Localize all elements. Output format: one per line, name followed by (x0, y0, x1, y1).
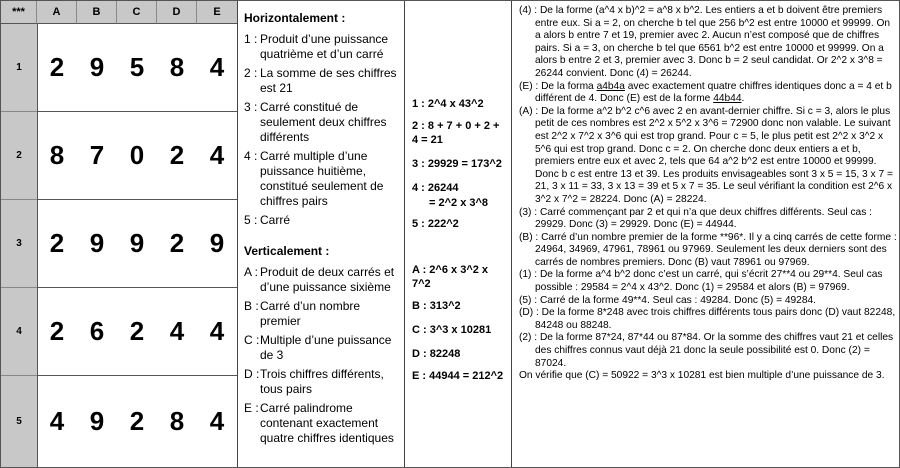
answer-h4-continued: = 2^2 x 3^8 (429, 197, 489, 209)
grid-cell-4d: 4 (169, 316, 185, 346)
solution-paragraph-2: (2) : De la forme 87*24, 87*44 ou 87*84. Or la somme des chiffres vaut 21 et celles des chiffres connus vaut déjà 21 donc la seule possibilité est 0. Donc (2) = 87024. (519, 332, 894, 369)
grid-cell-1c: 5 (129, 52, 145, 82)
clue-key: A : (244, 265, 259, 279)
column-header-b: B (77, 1, 117, 24)
solution-paragraph-c: On vérifie que (C) = 50922 = 3^3 x 10281 est bien multiple d’une puissance de 3. (519, 370, 885, 382)
grid-cell-3a: 2 (49, 228, 65, 258)
clue-h4 (244, 149, 404, 209)
solution-text-run: (E) : De la forma (519, 80, 597, 92)
grid-cell-5a: 4 (49, 406, 65, 436)
column-header-e: E (197, 1, 237, 24)
clue-key: D : (244, 367, 260, 381)
answer-va: A : 2^6 x 3^2 x 7^2 (412, 264, 489, 290)
horizontal-clues-title: Horizontalement : (244, 11, 346, 25)
answer-h1: 1 : 2^4 x 43^2 (412, 98, 484, 110)
clue-text: Carré d’un nombre premier (260, 299, 361, 328)
clue-text: Carré (260, 213, 291, 227)
solution-paragraph-1: (1) : De la forme a^4 b^2 donc c’est un carré, qui s’écrit 27**4 ou 29**4. Seul cas possible : 29584 = 2^4 x 43^2. Donc (1) = 29584 et alors (B) = 97969. (519, 269, 883, 294)
solution-paragraph-a: (A) : De la forme a^2 b^2 c^6 avec 2 en avant-dernier chiffre. Si c = 3, alors le plus petit de ces nombres est 2^2 x 5^2 x 3^6 = 72900 donc non valable. Le suivant est 2^2 x 7^2 x 3^6 qui est trop grand. Pour c = 5, le plus petit est 2^2 x 3^2 x 5^6 qui est trop grand. Donc c = 2. On cherche donc deux entiers a et b, premiers entre eux et avec 2, tels que 64 a^2 b^2 est entre 10000 et 99999. Donc b c est entre 13 et 39. Les produits envisageables sont 3 x 5 = 15, 3 x 7 = 21, 3 x 11 = 33, 3 x 13 = 39 et 5 x 7 = 35. Le seul vérifiant la condition est 2^6 x 3^2 x 7^2 = 28224. Donc (A) = 28224. (519, 105, 893, 205)
solution-text (515, 1, 897, 467)
grid-corner: *** (1, 1, 37, 24)
grid-cell-5c: 2 (129, 406, 145, 436)
answers-panel (407, 1, 512, 467)
clue-key: 4 : (244, 149, 258, 163)
solution-text-run: avec exactement quatre chiffres identiques donc a = 4 et b différent de 4. Donc (E) est de la forme (535, 80, 892, 105)
answer-h4: 4 : 26244 (412, 182, 459, 194)
answer-h5: 5 : 222^2 (412, 218, 459, 230)
row-label-4: 4 (1, 288, 38, 376)
grid-cell-4e: 4 (209, 316, 225, 346)
clue-key: B : (244, 299, 259, 313)
row-label-3: 3 (1, 200, 38, 288)
row-label-1: 1 (1, 24, 38, 112)
clue-key: C : (244, 333, 260, 347)
grid-cell-3e: 9 (209, 228, 225, 258)
solution-paragraph-e (515, 81, 897, 106)
grid-cell-2a: 8 (49, 140, 65, 170)
answer-vb: B : 313^2 (412, 300, 461, 312)
column-header-c: C (117, 1, 157, 24)
solution-paragraph-d: (D) : De la forme 8*248 avec trois chiffres différents tous pairs donc (D) vaut 82248, 84248 ou 88248. (519, 307, 896, 331)
grid-cell-4a: 2 (49, 316, 65, 346)
clue-vb (244, 299, 404, 329)
row-label-5: 5 (1, 376, 38, 467)
answer-vc: C : 3^3 x 10281 (412, 324, 492, 336)
grid-cell-4c: 2 (129, 316, 145, 346)
grid-cell-3c: 9 (129, 228, 145, 258)
clue-h5 (244, 213, 404, 228)
solution-underlined: a4b4a (596, 80, 625, 92)
clue-key: 2 : (244, 66, 258, 80)
clue-text: Carré multiple d’une puissance huitième, constitué seulement de chiffres pairs (260, 149, 384, 208)
vertical-clues-title: Verticalement : (244, 244, 330, 258)
grid-cell-2b: 7 (89, 140, 105, 170)
row-label-2: 2 (1, 112, 38, 200)
clue-text: Trois chiffres différents, tous pairs (260, 367, 384, 396)
answer-vd: D : 82248 (412, 348, 461, 360)
clue-key: 1 : (244, 32, 258, 46)
clue-text: Carré constitué de seulement deux chiffres différents (260, 100, 387, 144)
clue-h3 (244, 100, 404, 145)
clue-text: La somme de ses chiffres est 21 (260, 66, 397, 95)
clue-key: 5 : (244, 213, 258, 227)
grid-cell-1b: 9 (89, 52, 105, 82)
grid-cell-2e: 4 (209, 140, 225, 170)
grid-cell-4b: 6 (89, 316, 105, 346)
answer-h2: 2 : 8 + 7 + 0 + 2 + 4 = 21 (412, 120, 500, 146)
grid-cell-5e: 4 (209, 406, 225, 436)
clue-text: Produit de deux carrés et d’une puissance sixième (260, 265, 395, 294)
clues-panel (240, 1, 405, 467)
clue-vd (244, 367, 404, 397)
clue-text: Produit d’une puissance quatrième et d’un carré (260, 32, 389, 61)
answer-ve: E : 44944 = 212^2 (412, 370, 504, 382)
grid-cell-5d: 8 (169, 406, 185, 436)
grid-cell-2c: 0 (129, 140, 145, 170)
grid-cell-1a: 2 (49, 52, 65, 82)
clue-key: E : (244, 401, 259, 415)
column-header-a: A (37, 1, 77, 24)
solution-paragraph-4: (4) : De la forme (a^4 x b)^2 = a^8 x b^2. Les entiers a et b doivent être premiers entre eux. Si a = 2, on cherche b tel que 256 b^2 est entre 10000 et 99999. On a alors b entre 7 et 19, premier avec 2. Aucun n’est composé que de chiffres pairs. Si a = 3, on cherche b tel que 6561 b^2 est entre 10000 et 99999. On a alors b entre 2 et 3, premier avec 3. Donc b = 2 seul candidat. Or 2^2 x 3^8 = 26244 convient. Donc (4) = 26244. (519, 5, 891, 79)
grid-cell-3d: 2 (169, 228, 185, 258)
grid-cell-5b: 9 (89, 406, 105, 436)
clue-key: 3 : (244, 100, 258, 114)
grid-cell-1e: 4 (209, 52, 225, 82)
clue-h2 (244, 66, 404, 96)
solution-paragraph-5: (5) : Carré de la forme 49**4. Seul cas : 49284. Donc (5) = 49284. (519, 294, 817, 306)
clue-h1 (244, 32, 404, 62)
solution-text-run: . (741, 93, 745, 105)
crossnumber-grid (1, 1, 238, 467)
column-header-d: D (157, 1, 197, 24)
solution-paragraph-3: (3) : Carré commençant par 2 et qui n’a que deux chiffres différents. Seul cas : 29929. Donc (3) = 29929. Donc (E) = 44944. (519, 206, 872, 231)
clue-ve (244, 401, 404, 446)
clue-text: Multiple d’une puissance de 3 (260, 333, 392, 362)
solution-underlined: 44b44 (713, 93, 742, 105)
grid-cell-3b: 9 (89, 228, 105, 258)
grid-cell-1d: 8 (169, 52, 185, 82)
grid-cell-2d: 2 (169, 140, 185, 170)
answer-h3: 3 : 29929 = 173^2 (412, 158, 502, 170)
clue-va (244, 265, 404, 295)
clue-vc (244, 333, 404, 363)
clue-text: Carré palindrome contenant exactement quatre chiffres identiques (260, 401, 394, 445)
solution-paragraph-b: (B) : Carré d’un nombre premier de la forme **96*. Il y a cinq carrés de cette forme : 24964, 34969, 47961, 78961 ou 97969. Seulement les deux derniers sont des carrés de nombres premiers. Donc (B) vaut 78961 ou 97969. (519, 231, 897, 268)
